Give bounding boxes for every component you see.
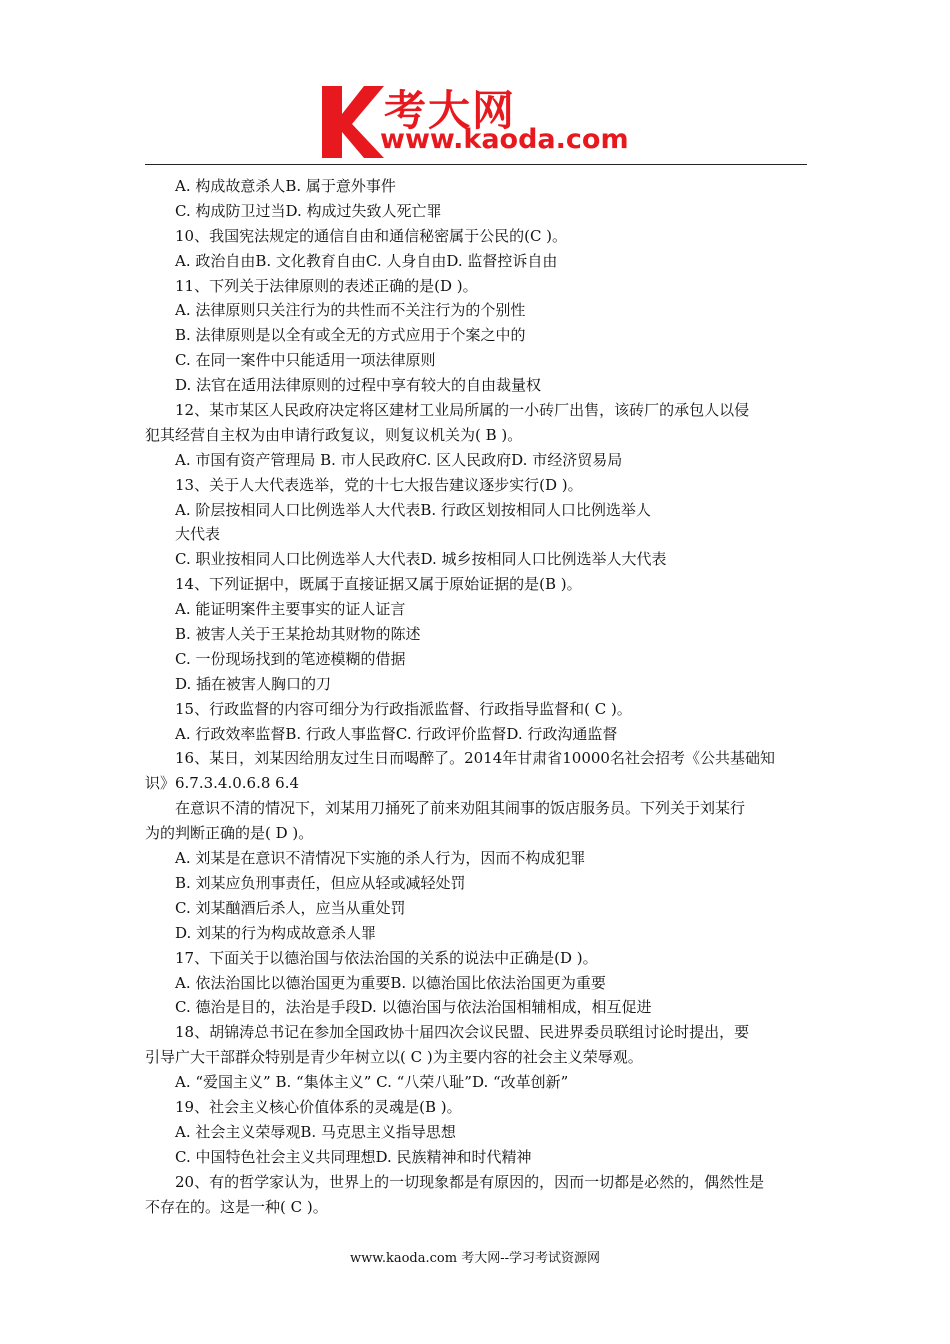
document-body	[145, 174, 807, 1219]
text-line: 在意识不清的情况下，刘某用刀捅死了前来劝阻其闹事的饭店服务员。下列关于刘某行	[175, 799, 746, 818]
text-line: 15、行政监督的内容可细分为行政指派监督、行政指导监督和( C )。	[175, 699, 632, 718]
text-line: A. 刘某是在意识不清情况下实施的杀人行为，因而不构成犯罪	[175, 849, 586, 868]
text-line: 17、下面关于以德治国与依法治国的关系的说法中正确是(D )。	[175, 948, 598, 967]
text-line: 犯其经营自主权为由申请行政复议，则复议机关为( B )。	[145, 425, 523, 444]
text-line: 大代表	[175, 525, 221, 544]
text-line: B. 被害人关于王某抢劫其财物的陈述	[175, 625, 421, 644]
text-line: A. 市国有资产管理局 B. 市人民政府C. 区人民政府D. 市经济贸易局	[175, 450, 623, 469]
text-line: B. 法律原则是以全有或全无的方式应用于个案之中的	[175, 326, 526, 345]
text-line: 12、某市某区人民政府决定将区建材工业局所属的一小砖厂出售，该砖厂的承包人以侵	[175, 401, 750, 420]
text-line: D. 插在被害人胸口的刀	[175, 674, 332, 693]
text-line: 11、下列关于法律原则的表述正确的是(D )。	[175, 276, 478, 295]
text-line: 识》6.7.3.4.0.6.8 6.4	[145, 774, 300, 793]
text-line: A. 阶层按相同人口比例选举人大代表B. 行政区划按相同人口比例选举人	[175, 500, 651, 519]
text-line: 10、我国宪法规定的通信自由和通信秘密属于公民的(C )。	[175, 226, 568, 245]
text-line: A. 构成故意杀人B. 属于意外事件	[175, 177, 396, 195]
text-line: 20、有的哲学家认为，世界上的一切现象都是有原因的，因而一切都是必然的，偶然性是	[175, 1172, 765, 1191]
text-line: C. 在同一案件中只能适用一项法律原则	[175, 351, 436, 370]
text-line: 引导广大干部群众特别是青少年树立以( C )为主要内容的社会主义荣辱观。	[145, 1048, 643, 1067]
text-line: 为的判断正确的是( D )。	[145, 824, 314, 843]
text-line: B. 刘某应负刑事责任，但应从轻或减轻处罚	[175, 873, 466, 892]
text-line: A. 能证明案件主要事实的证人证言	[175, 600, 406, 619]
header-divider	[145, 164, 807, 165]
text-line: C. 职业按相同人口比例选举人大代表D. 城乡按相同人口比例选举人大代表	[175, 550, 667, 569]
text-line: A. “爱国主义” B. “集体主义” C. “八荣八耻”D. “改革创新”	[175, 1073, 569, 1092]
k-logo-icon	[318, 84, 388, 160]
text-line: D. 刘某的行为构成故意杀人罪	[175, 923, 377, 942]
text-line: 19、社会主义核心价值体系的灵魂是(B )。	[175, 1097, 462, 1116]
text-line: C. 一份现场找到的笔迹模糊的借据	[175, 649, 406, 668]
text-line: C. 德治是目的，法治是手段D. 以德治国与依法治国相辅相成，相互促进	[175, 998, 652, 1017]
text-line: A. 依法治国比以德治国更为重要B. 以德治国比依法治国更为重要	[175, 973, 606, 992]
text-line: C. 中国特色社会主义共同理想D. 民族精神和时代精神	[175, 1147, 532, 1166]
text-line: A. 政治自由B. 文化教育自由C. 人身自由D. 监督控诉自由	[175, 251, 558, 270]
text-line: 不存在的。这是一种( C )。	[145, 1197, 328, 1216]
text-line: C. 构成防卫过当D. 构成过失致人死亡罪	[175, 201, 442, 220]
text-line: A. 法律原则只关注行为的共性而不关注行为的个别性	[175, 301, 526, 320]
page-footer: www.kaoda.com 考大网--学习考试资源网	[350, 1251, 600, 1266]
text-line: D. 法官在适用法律原则的过程中享有较大的自由裁量权	[175, 376, 542, 395]
text-line: 13、关于人大代表选举，党的十七大报告建议逐步实行(D )。	[175, 475, 583, 494]
site-logo	[318, 84, 648, 160]
text-line: 18、胡锦涛总书记在参加全国政协十届四次会议民盟、民进界委员联组讨论时提出，要	[175, 1023, 750, 1042]
text-line: C. 刘某酗酒后杀人，应当从重处罚	[175, 898, 406, 917]
text-line: 14、下列证据中，既属于直接证据又属于原始证据的是(B )。	[175, 575, 582, 594]
text-line: A. 行政效率监督B. 行政人事监督C. 行政评价监督D. 行政沟通监督	[175, 724, 618, 743]
logo-chinese-text: 考大网	[384, 86, 517, 135]
logo-url-text: www.kaoda.com	[380, 124, 629, 155]
text-line: 16、某日，刘某因给朋友过生日而喝醉了。2014年甘肃省10000名社会招考《公共基础知	[175, 749, 775, 768]
text-line: A. 社会主义荣辱观B. 马克思主义指导思想	[175, 1122, 456, 1141]
